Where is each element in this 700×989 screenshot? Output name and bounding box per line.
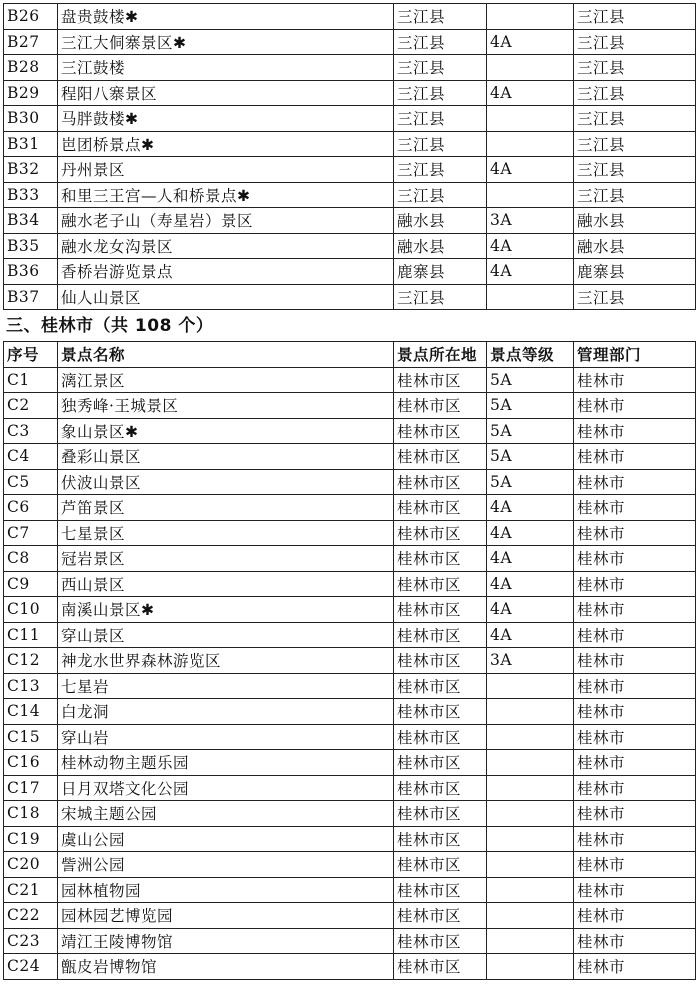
cell-grade: 5A	[487, 367, 574, 393]
cell-department: 融水县	[574, 208, 696, 234]
cell-grade: 5A	[487, 418, 574, 444]
cell-name: 伏波山景区	[58, 469, 394, 495]
cell-location: 桂林市区	[394, 469, 487, 495]
cell-location: 桂林市区	[394, 801, 487, 827]
header-serial: 序号	[4, 342, 58, 368]
table-row	[4, 903, 696, 929]
cell-grade	[487, 182, 574, 208]
cell-location: 三江县	[394, 131, 487, 157]
table-row	[4, 877, 696, 903]
table-header-row	[4, 342, 696, 368]
cell-name: 宋城主题公园	[58, 801, 394, 827]
cell-location: 三江县	[394, 29, 487, 55]
cell-serial: B30	[4, 106, 58, 132]
cell-serial: C2	[4, 393, 58, 419]
cell-location: 桂林市区	[394, 571, 487, 597]
cell-name: 南溪山景区✱	[58, 597, 394, 623]
cell-location: 桂林市区	[394, 724, 487, 750]
cell-name: 訾洲公园	[58, 852, 394, 878]
cell-serial: C19	[4, 826, 58, 852]
cell-grade	[487, 903, 574, 929]
cell-location: 桂林市区	[394, 495, 487, 521]
cell-serial: B28	[4, 55, 58, 81]
cell-department: 三江县	[574, 55, 696, 81]
cell-grade: 4A	[487, 622, 574, 648]
cell-department: 桂林市	[574, 571, 696, 597]
cell-location: 桂林市区	[394, 852, 487, 878]
table-row	[4, 597, 696, 623]
cell-name: 七星景区	[58, 520, 394, 546]
cell-location: 桂林市区	[394, 520, 487, 546]
cell-location: 三江县	[394, 106, 487, 132]
cell-location: 桂林市区	[394, 826, 487, 852]
cell-serial: C8	[4, 546, 58, 572]
cell-location: 桂林市区	[394, 928, 487, 954]
cell-department: 桂林市	[574, 826, 696, 852]
cell-serial: B35	[4, 233, 58, 259]
table-row	[4, 495, 696, 521]
cell-serial: B34	[4, 208, 58, 234]
header-location: 景点所在地	[394, 342, 487, 368]
cell-location: 三江县	[394, 4, 487, 30]
table-row	[4, 469, 696, 495]
cell-name: 西山景区	[58, 571, 394, 597]
cell-name: 漓江景区	[58, 367, 394, 393]
cell-grade	[487, 55, 574, 81]
header-grade: 景点等级	[487, 342, 574, 368]
table-row	[4, 182, 696, 208]
cell-name: 穿山景区	[58, 622, 394, 648]
cell-department: 桂林市	[574, 903, 696, 929]
cell-department: 三江县	[574, 284, 696, 310]
table-row	[4, 648, 696, 674]
cell-serial: C23	[4, 928, 58, 954]
header-department: 管理部门	[574, 342, 696, 368]
cell-location: 三江县	[394, 55, 487, 81]
table-row	[4, 571, 696, 597]
cell-name: 仙人山景区	[58, 284, 394, 310]
table-row	[4, 418, 696, 444]
cell-serial: C11	[4, 622, 58, 648]
cell-name: 三江鼓楼	[58, 55, 394, 81]
table-body	[4, 367, 696, 979]
cell-serial: C21	[4, 877, 58, 903]
cell-name: 程阳八寨景区	[58, 80, 394, 106]
cell-location: 融水县	[394, 208, 487, 234]
cell-location: 三江县	[394, 284, 487, 310]
cell-department: 桂林市	[574, 673, 696, 699]
cell-department: 桂林市	[574, 597, 696, 623]
cell-department: 桂林市	[574, 444, 696, 470]
table-row	[4, 284, 696, 310]
table-row	[4, 80, 696, 106]
cell-department: 桂林市	[574, 469, 696, 495]
cell-name: 芦笛景区	[58, 495, 394, 521]
cell-location: 三江县	[394, 182, 487, 208]
table-row	[4, 367, 696, 393]
table-row	[4, 622, 696, 648]
cell-grade	[487, 106, 574, 132]
cell-grade	[487, 928, 574, 954]
cell-department: 桂林市	[574, 367, 696, 393]
cell-serial: C13	[4, 673, 58, 699]
table-row	[4, 826, 696, 852]
cell-department: 桂林市	[574, 546, 696, 572]
cell-location: 桂林市区	[394, 750, 487, 776]
cell-grade	[487, 775, 574, 801]
cell-serial: C5	[4, 469, 58, 495]
cell-serial: C20	[4, 852, 58, 878]
cell-grade	[487, 826, 574, 852]
cell-grade: 4A	[487, 495, 574, 521]
cell-name: 融水老子山（寿星岩）景区	[58, 208, 394, 234]
cell-grade: 5A	[487, 469, 574, 495]
scenic-table-liuzhou-continued	[3, 3, 696, 310]
cell-serial: C10	[4, 597, 58, 623]
table-row	[4, 801, 696, 827]
cell-location: 桂林市区	[394, 622, 487, 648]
table-row	[4, 157, 696, 183]
cell-serial: B29	[4, 80, 58, 106]
cell-name: 靖江王陵博物馆	[58, 928, 394, 954]
cell-name: 虞山公园	[58, 826, 394, 852]
cell-serial: C7	[4, 520, 58, 546]
cell-serial: C22	[4, 903, 58, 929]
cell-name: 园林园艺博览园	[58, 903, 394, 929]
cell-grade: 4A	[487, 29, 574, 55]
cell-name: 马胖鼓楼✱	[58, 106, 394, 132]
cell-location: 桂林市区	[394, 775, 487, 801]
cell-serial: C9	[4, 571, 58, 597]
cell-department: 桂林市	[574, 520, 696, 546]
cell-department: 三江县	[574, 182, 696, 208]
table-body	[4, 4, 696, 310]
cell-grade: 4A	[487, 571, 574, 597]
cell-serial: C6	[4, 495, 58, 521]
cell-name: 甑皮岩博物馆	[58, 954, 394, 980]
cell-serial: C16	[4, 750, 58, 776]
cell-grade: 4A	[487, 546, 574, 572]
cell-serial: C24	[4, 954, 58, 980]
cell-name: 冠岩景区	[58, 546, 394, 572]
cell-department: 融水县	[574, 233, 696, 259]
cell-location: 桂林市区	[394, 877, 487, 903]
cell-serial: B32	[4, 157, 58, 183]
section-heading-guilin: 三、桂林市（共 108 个）	[6, 316, 214, 336]
table-row	[4, 520, 696, 546]
cell-grade	[487, 284, 574, 310]
cell-grade: 4A	[487, 157, 574, 183]
cell-grade: 4A	[487, 597, 574, 623]
table-row	[4, 259, 696, 285]
scenic-table-guilin	[3, 341, 696, 980]
cell-grade: 4A	[487, 233, 574, 259]
cell-name: 盘贵鼓楼✱	[58, 4, 394, 30]
cell-location: 桂林市区	[394, 597, 487, 623]
cell-department: 桂林市	[574, 418, 696, 444]
cell-name: 丹州景区	[58, 157, 394, 183]
cell-serial: C15	[4, 724, 58, 750]
cell-name: 日月双塔文化公园	[58, 775, 394, 801]
cell-name: 三江大侗寨景区✱	[58, 29, 394, 55]
cell-serial: C1	[4, 367, 58, 393]
cell-grade: 3A	[487, 208, 574, 234]
cell-location: 桂林市区	[394, 699, 487, 725]
cell-location: 桂林市区	[394, 418, 487, 444]
cell-serial: C12	[4, 648, 58, 674]
table-row	[4, 393, 696, 419]
table-row	[4, 131, 696, 157]
cell-location: 桂林市区	[394, 954, 487, 980]
cell-location: 桂林市区	[394, 367, 487, 393]
cell-name: 和里三王宫—人和桥景点✱	[58, 182, 394, 208]
cell-serial: B33	[4, 182, 58, 208]
cell-location: 桂林市区	[394, 903, 487, 929]
table-row	[4, 546, 696, 572]
cell-grade: 4A	[487, 80, 574, 106]
cell-grade: 4A	[487, 259, 574, 285]
table-row	[4, 233, 696, 259]
cell-department: 桂林市	[574, 877, 696, 903]
cell-department: 桂林市	[574, 954, 696, 980]
cell-location: 桂林市区	[394, 444, 487, 470]
cell-name: 园林植物园	[58, 877, 394, 903]
cell-department: 桂林市	[574, 495, 696, 521]
cell-serial: B31	[4, 131, 58, 157]
cell-name: 独秀峰·王城景区	[58, 393, 394, 419]
cell-location: 融水县	[394, 233, 487, 259]
table-row	[4, 775, 696, 801]
cell-department: 三江县	[574, 131, 696, 157]
cell-department: 三江县	[574, 157, 696, 183]
table-row	[4, 954, 696, 980]
cell-grade	[487, 724, 574, 750]
cell-department: 桂林市	[574, 699, 696, 725]
cell-grade: 4A	[487, 520, 574, 546]
cell-department: 桂林市	[574, 622, 696, 648]
cell-name: 香桥岩游览景点	[58, 259, 394, 285]
cell-department: 三江县	[574, 80, 696, 106]
cell-department: 三江县	[574, 106, 696, 132]
cell-name: 神龙水世界森林游览区	[58, 648, 394, 674]
table-row	[4, 724, 696, 750]
table-row	[4, 29, 696, 55]
cell-name: 岜团桥景点✱	[58, 131, 394, 157]
cell-grade	[487, 4, 574, 30]
cell-serial: C17	[4, 775, 58, 801]
table-row	[4, 444, 696, 470]
cell-grade	[487, 954, 574, 980]
table-row	[4, 750, 696, 776]
cell-location: 桂林市区	[394, 673, 487, 699]
table-row	[4, 928, 696, 954]
cell-location: 三江县	[394, 157, 487, 183]
cell-grade: 5A	[487, 444, 574, 470]
cell-department: 桂林市	[574, 852, 696, 878]
cell-department: 三江县	[574, 4, 696, 30]
cell-grade	[487, 801, 574, 827]
cell-serial: B37	[4, 284, 58, 310]
cell-grade	[487, 877, 574, 903]
cell-department: 桂林市	[574, 775, 696, 801]
cell-name: 七星岩	[58, 673, 394, 699]
cell-name: 桂林动物主题乐园	[58, 750, 394, 776]
table-row	[4, 673, 696, 699]
cell-location: 桂林市区	[394, 546, 487, 572]
cell-serial: C14	[4, 699, 58, 725]
cell-grade	[487, 131, 574, 157]
cell-name: 穿山岩	[58, 724, 394, 750]
cell-serial: B26	[4, 4, 58, 30]
cell-grade	[487, 673, 574, 699]
cell-serial: C3	[4, 418, 58, 444]
table-row	[4, 55, 696, 81]
cell-department: 三江县	[574, 29, 696, 55]
cell-serial: B27	[4, 29, 58, 55]
cell-grade	[487, 750, 574, 776]
cell-grade: 5A	[487, 393, 574, 419]
cell-serial: C4	[4, 444, 58, 470]
table-row	[4, 699, 696, 725]
cell-name: 叠彩山景区	[58, 444, 394, 470]
cell-serial: C18	[4, 801, 58, 827]
cell-grade	[487, 699, 574, 725]
table-row	[4, 4, 696, 30]
cell-department: 鹿寨县	[574, 259, 696, 285]
cell-department: 桂林市	[574, 750, 696, 776]
cell-department: 桂林市	[574, 393, 696, 419]
cell-location: 桂林市区	[394, 393, 487, 419]
cell-name: 白龙洞	[58, 699, 394, 725]
table-row	[4, 106, 696, 132]
cell-name: 象山景区✱	[58, 418, 394, 444]
cell-name: 融水龙女沟景区	[58, 233, 394, 259]
cell-location: 桂林市区	[394, 648, 487, 674]
cell-department: 桂林市	[574, 648, 696, 674]
cell-serial: B36	[4, 259, 58, 285]
header-name: 景点名称	[58, 342, 394, 368]
cell-department: 桂林市	[574, 801, 696, 827]
cell-location: 鹿寨县	[394, 259, 487, 285]
cell-department: 桂林市	[574, 928, 696, 954]
table-row	[4, 208, 696, 234]
cell-grade: 3A	[487, 648, 574, 674]
cell-department: 桂林市	[574, 724, 696, 750]
cell-location: 三江县	[394, 80, 487, 106]
table-row	[4, 852, 696, 878]
cell-grade	[487, 852, 574, 878]
